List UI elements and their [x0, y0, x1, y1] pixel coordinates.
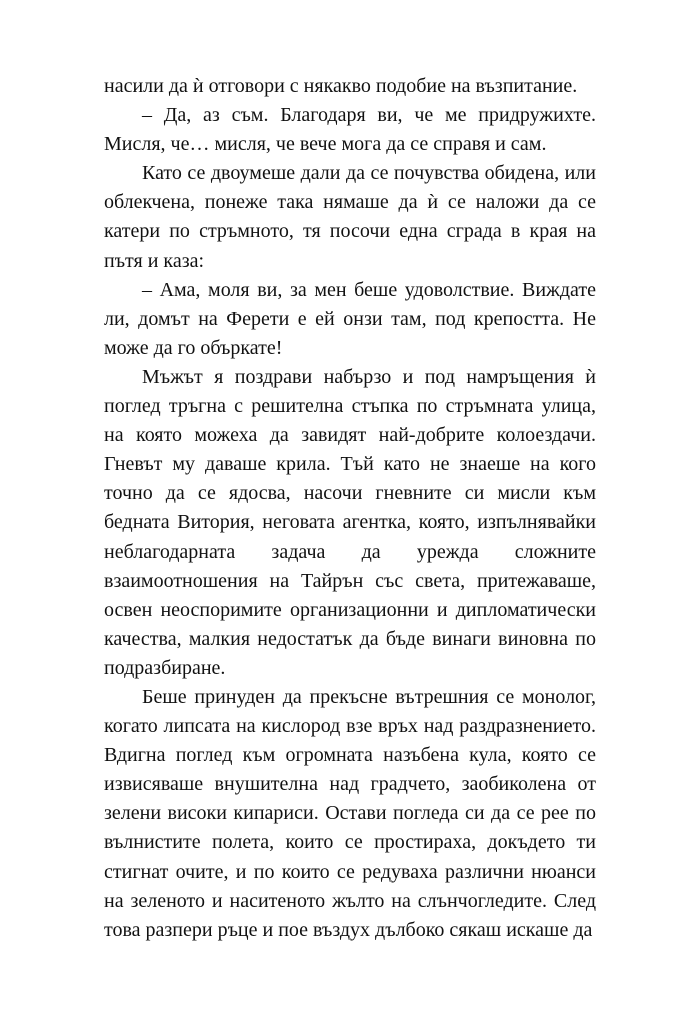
book-page — [104, 72, 596, 945]
paragraph-narration-building: Като се двоумеше дали да се почувства обидена, или облекчена, понеже така нямаше да ѝ се наложи да се катери по стръмното, тя посочи една сграда в края на пътя и каза: — [104, 162, 596, 272]
paragraph-narration-street: Мъжът я поздрави набързо и под намръщения ѝ поглед тръгна с решителна стъпка по стръмната улица, на която можеха да завидят най-добрите колоездачи. Гневът му даваше крила. Тъй като не знаеше на кого точно да се ядосва, насочи гневните си мисли към бедната Витория, неговата агентка, която, изпълнявайки неблагодарната задача да урежда сложните взаимоотношения на Тайрън със света, притежаваше, освен неоспоримите организационни и дипломатически качества, малкия недостатък да бъде винаги виновна по подразбиране. — [104, 365, 596, 679]
paragraph-dialogue-fereti: – Ама, моля ви, за мен беше удоволствие. Виждате ли, домът на Ферети е ей онзи там, под крепостта. Не може да го объркате! — [104, 278, 596, 359]
paragraph-dialogue-thanks: – Да, аз съм. Благодаря ви, че ме придружихте. Мисля, че… мисля, че вече мога да се справя и сам. — [104, 104, 596, 156]
paragraph-continued: насили да ѝ отговори с някакво подобие на възпитание. — [104, 75, 578, 97]
paragraph-narration-tower: Беше принуден да прекъсне вътрешния се монолог, когато липсата на кислород взе връх над раздразнението. Вдигна поглед към огромната назъбена кула, която се извисяваше внушителна над градчето, заобиколена от зелени високи кипариси. Остави погледа си да се рее по вълнистите полета, които се простираха, докъдето ти стигнат очите, и по които се редуваха различни нюанси на зеленото и наситеното жълто на слънчогледите. След това разпери ръце и пое въздух дълбоко сякаш искаше да — [104, 685, 596, 941]
